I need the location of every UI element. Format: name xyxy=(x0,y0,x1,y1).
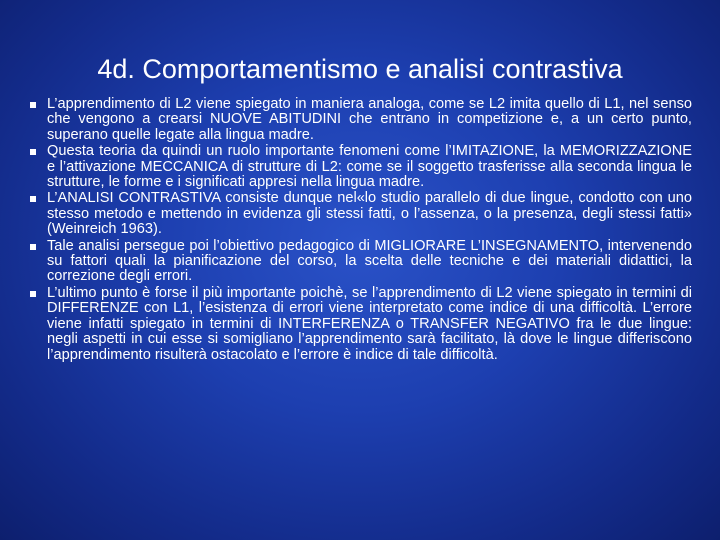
bullet-item xyxy=(30,144,692,190)
bullet-text: Questa teoria da quindi un ruolo importante fenomeni come l’IMITAZIONE, la MEMORIZZAZIONE e l’attivazione MECCANICA di strutture di L2: come se il soggetto trasferisse alla seconda lingua le strutture, le forme e i significati appresi nella lingua madre. xyxy=(47,143,692,191)
slide-title: 4d. Comportamentismo e analisi contrastiva xyxy=(97,54,623,84)
bullet-text: Tale analisi persegue poi l’obiettivo pedagogico di MIGLIORARE L’INSEGNAMENTO, intervenendo su fattori quali la pianificazione del corso, la scelta delle tecniche e dei materiali didattici, la correzione degli errori. xyxy=(47,237,692,285)
bullet-text: L’apprendimento di L2 viene spiegato in maniera analoga, come se L2 imita quello di L1, nel senso che vengono a crearsi NUOVE ABITUDINI che entrano in competizione e, a un certo punto, superano quelle legate alla lingua madre. xyxy=(47,96,692,143)
bullet-item xyxy=(30,97,692,143)
square-bullet-icon xyxy=(30,291,36,297)
square-bullet-icon xyxy=(30,102,36,108)
bullet-item xyxy=(30,191,692,237)
bullet-text: L’ultimo punto è forse il più importante poichè, se l’apprendimento di L2 viene spiegato in termini di DIFFERENZE con L1, l’esistenza di errori viene interpretato come indice di una difficoltà. L’errore viene infatti spiegato in termini di INTERFERENZA o TRANSFER NEGATIVO fra le due lingue: negli aspetti in cui esse si somigliano l’apprendimento sarà facilitato, là dove le lingue differiscono l’apprendimento risulterà ostacolato e l’errore è indice di tale difficoltà. xyxy=(47,284,692,363)
bullet-item xyxy=(30,239,692,285)
square-bullet-icon xyxy=(30,244,36,250)
square-bullet-icon xyxy=(30,149,36,155)
square-bullet-icon xyxy=(30,196,36,202)
bullet-list xyxy=(30,97,692,364)
bullet-item xyxy=(30,286,692,363)
bullet-text: L’ANALISI CONTRASTIVA consiste dunque nel«lo studio parallelo di due lingue, condotto con uno stesso metodo e mettendo in evidenza gli stessi fatti, o l’assenza, o la presenza, degli stessi fatti» (Weinreich 1963). xyxy=(47,190,692,238)
